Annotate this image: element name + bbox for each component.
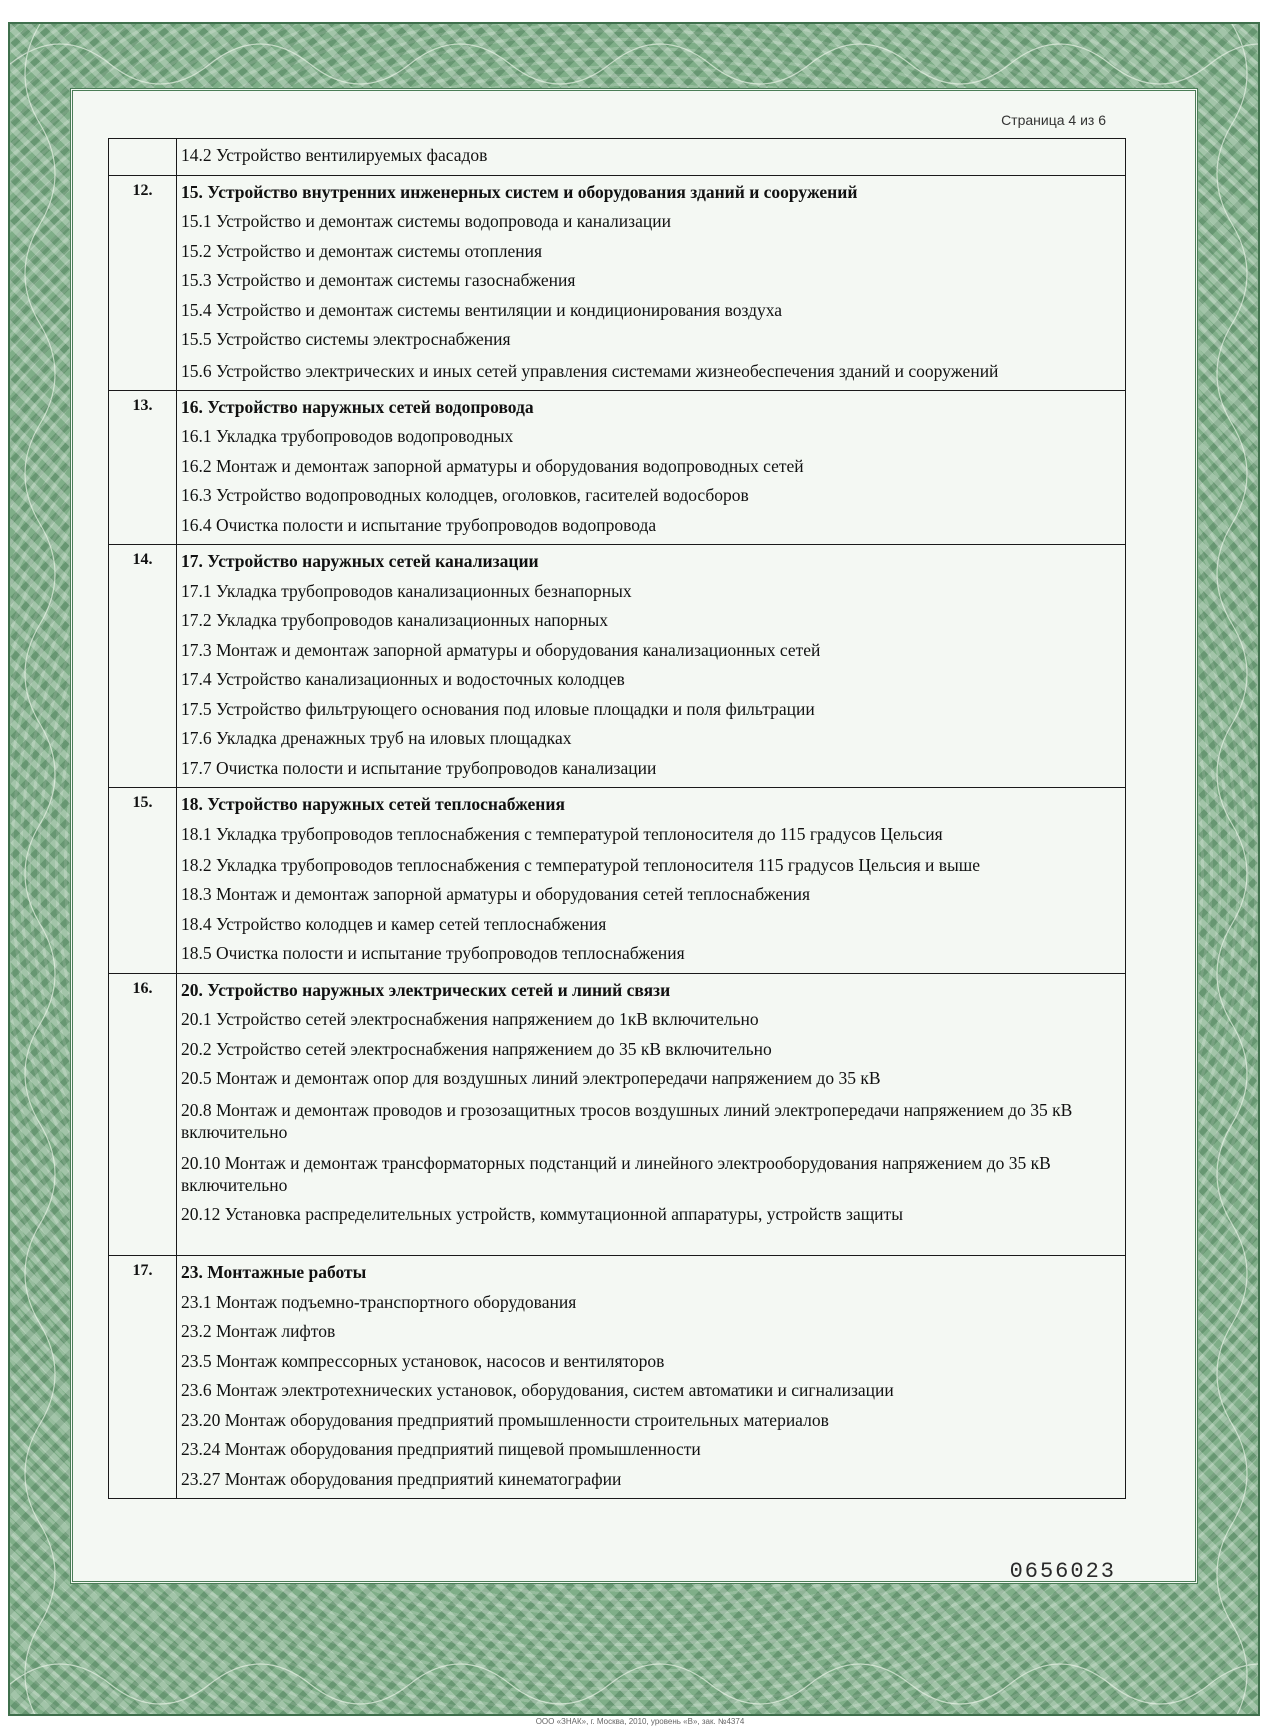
section-heading: 23. Монтажные работы <box>181 1262 367 1282</box>
work-item: 20.10 Монтаж и демонтаж трансформаторных подстанций и линейного электрооборудования напряжением до 35 кВ включительно <box>181 1152 1051 1195</box>
work-item: 23.6 Монтаж электротехнических установок, оборудования, систем автоматики и сигнализации <box>181 1380 894 1400</box>
work-items-cell <box>177 1256 1126 1499</box>
row-number: 17. <box>109 1256 177 1499</box>
work-item: 23.5 Монтаж компрессорных установок, насосов и вентиляторов <box>181 1350 665 1371</box>
table-row <box>109 973 1126 1256</box>
work-item: 15.1 Устройство и демонтаж системы водопровода и канализации <box>181 211 671 231</box>
row-number: 13. <box>109 390 177 545</box>
table-row <box>109 175 1126 390</box>
work-items-cell <box>177 390 1126 545</box>
work-item: 20.2 Устройство сетей электроснабжения напряжением до 35 кВ включительно <box>181 1038 772 1059</box>
work-items-cell <box>177 973 1126 1256</box>
section-heading: 17. Устройство наружных сетей канализации <box>181 551 539 571</box>
work-item: 18.1 Укладка трубопроводов теплоснабжения с температурой теплоносителя до 115 градусов Цельсия <box>181 823 943 844</box>
section-heading: 18. Устройство наружных сетей теплоснабжения <box>181 794 565 814</box>
work-item: 20.5 Монтаж и демонтаж опор для воздушных линий электропередачи напряжением до 35 кВ <box>181 1068 881 1088</box>
work-item: 18.3 Монтаж и демонтаж запорной арматуры и оборудования сетей теплоснабжения <box>181 884 811 904</box>
table-row <box>109 788 1126 974</box>
work-item: 20.12 Установка распределительных устройств, коммутационной аппаратуры, устройств защиты <box>181 1203 903 1224</box>
work-item: 16.1 Укладка трубопроводов водопроводных <box>181 426 514 446</box>
table-row <box>109 1256 1126 1499</box>
row-number: 16. <box>109 973 177 1256</box>
work-items-cell <box>177 545 1126 788</box>
work-item: 20.1 Устройство сетей электроснабжения напряжением до 1кВ включительно <box>181 1009 759 1029</box>
work-item: 20.8 Монтаж и демонтаж проводов и грозозащитных тросов воздушных линий электропередачи напряжением до 35 кВ включительно <box>181 1099 1073 1142</box>
serial-number: 0656023 <box>1009 1559 1116 1584</box>
work-types-table <box>108 138 1126 1499</box>
work-item: 18.2 Укладка трубопроводов теплоснабжения с температурой теплоносителя 115 градусов Цельсия и выше <box>181 855 981 875</box>
table-row <box>109 139 1126 176</box>
table-row <box>109 545 1126 788</box>
work-item: 17.7 Очистка полости и испытание трубопроводов канализации <box>181 757 657 778</box>
work-item: 16.2 Монтаж и демонтаж запорной арматуры и оборудования водопроводных сетей <box>181 455 804 476</box>
work-item: 16.3 Устройство водопроводных колодцев, оголовков, гасителей водосборов <box>181 485 749 505</box>
row-number: 14. <box>109 545 177 788</box>
section-heading: 15. Устройство внутренних инженерных систем и оборудования зданий и сооружений <box>181 181 858 202</box>
work-item: 18.5 Очистка полости и испытание трубопроводов теплоснабжения <box>181 943 685 963</box>
work-item: 23.20 Монтаж оборудования предприятий промышленности строительных материалов <box>181 1409 829 1430</box>
work-item: 17.3 Монтаж и демонтаж запорной арматуры и оборудования канализационных сетей <box>181 639 821 660</box>
row-number: 12. <box>109 175 177 390</box>
section-heading: 20. Устройство наружных электрических сетей и линий связи <box>181 979 671 1000</box>
work-item: 17.1 Укладка трубопроводов канализационных безнапорных <box>181 580 632 601</box>
work-items-cell <box>177 175 1126 390</box>
row-number <box>109 139 177 176</box>
work-items-cell <box>177 788 1126 974</box>
work-item: 23.27 Монтаж оборудования предприятий кинематографии <box>181 1468 622 1489</box>
work-item: 15.3 Устройство и демонтаж системы газоснабжения <box>181 270 576 290</box>
work-item: 17.4 Устройство канализационных и водосточных колодцев <box>181 669 625 689</box>
work-item: 23.1 Монтаж подъемно-транспортного оборудования <box>181 1291 577 1312</box>
work-item: 17.5 Устройство фильтрующего основания под иловые площадки и поля фильтрации <box>181 698 815 719</box>
work-item: 14.2 Устройство вентилируемых фасадов <box>181 145 488 165</box>
section-heading: 16. Устройство наружных сетей водопровода <box>181 396 534 417</box>
work-item: 17.2 Укладка трубопроводов канализационных напорных <box>181 610 609 630</box>
work-items-cell <box>177 139 1126 176</box>
work-item: 16.4 Очистка полости и испытание трубопроводов водопровода <box>181 514 657 535</box>
work-item: 18.4 Устройство колодцев и камер сетей теплоснабжения <box>181 913 607 934</box>
work-item <box>181 1229 1121 1251</box>
work-item: 15.4 Устройство и демонтаж системы вентиляции и кондиционирования воздуха <box>181 299 783 320</box>
work-item: 15.2 Устройство и демонтаж системы отопления <box>181 240 543 261</box>
work-item: 23.2 Монтаж лифтов <box>181 1321 336 1341</box>
page-number: Страница 4 из 6 <box>1001 112 1106 128</box>
table-row <box>109 390 1126 545</box>
work-item: 15.5 Устройство системы электроснабжения <box>181 329 511 349</box>
printer-imprint: ООО «ЗНАК», г. Москва, 2010, уровень «В», зак. №4374 <box>535 1717 745 1726</box>
row-number: 15. <box>109 788 177 974</box>
work-item: 17.6 Укладка дренажных труб на иловых площадках <box>181 728 572 748</box>
work-item: 23.24 Монтаж оборудования предприятий пищевой промышленности <box>181 1439 701 1459</box>
work-item: 15.6 Устройство электрических и иных сетей управления системами жизнеобеспечения зданий и сооружений <box>181 360 999 381</box>
